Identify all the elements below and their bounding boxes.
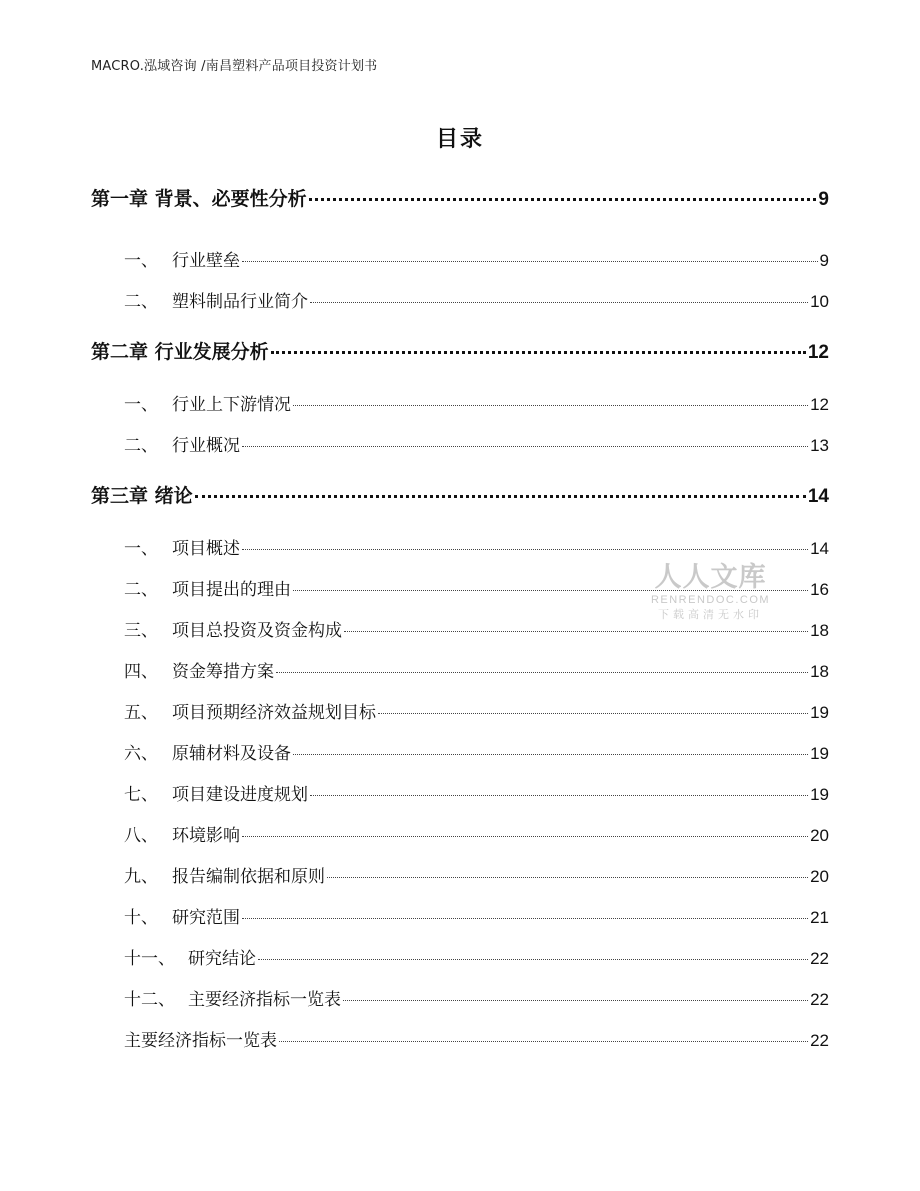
- toc-page-number: 22: [810, 990, 829, 1009]
- toc-entry-label: 项目建设进度规划: [172, 785, 308, 805]
- toc-entry-label: 资金筹措方案: [172, 662, 274, 682]
- toc-entry[interactable]: [124, 575, 829, 600]
- toc-entry-label: 塑料制品行业简介: [172, 292, 308, 312]
- toc-entry[interactable]: [124, 944, 829, 969]
- toc-page-number: 20: [810, 867, 829, 886]
- toc-entry-label: 主要经济指标一览表: [188, 990, 341, 1010]
- toc-entry[interactable]: [124, 431, 829, 456]
- toc-entry-label: 报告编制依据和原则: [172, 867, 325, 887]
- toc-entry-label: 主要经济指标一览表: [124, 1031, 277, 1051]
- dot-leader: [242, 549, 808, 550]
- dot-leader: [271, 351, 806, 354]
- dot-leader: [310, 302, 808, 303]
- toc-entry-number: 十、: [124, 908, 158, 928]
- toc-page-number: 19: [810, 744, 829, 763]
- toc-page-number: 22: [810, 949, 829, 968]
- toc-page-number: 10: [810, 292, 829, 311]
- toc-entry[interactable]: [124, 821, 829, 846]
- toc-page-number: 22: [810, 1031, 829, 1050]
- toc-page-number: 16: [810, 580, 829, 599]
- toc-entry-label: 第二章 行业发展分析: [91, 341, 269, 363]
- toc-title: 目录: [435, 127, 484, 152]
- toc-entry-number: 二、: [124, 436, 158, 456]
- toc-entry-number: 七、: [124, 785, 158, 805]
- toc-page-number: 19: [810, 785, 829, 804]
- toc-chapter-1[interactable]: [91, 184, 829, 211]
- toc-page-number: 14: [810, 539, 829, 558]
- toc-entry[interactable]: [124, 780, 829, 805]
- page-header: MACRO.泓域咨询 /南昌塑料产品项目投资计划书: [91, 59, 378, 74]
- toc-page-number: 21: [810, 908, 829, 927]
- dot-leader: [195, 495, 806, 498]
- toc-page-number: 18: [810, 662, 829, 681]
- toc-entry-label: 原辅材料及设备: [172, 744, 291, 764]
- toc-entry-number: 一、: [124, 395, 158, 415]
- dot-leader: [242, 446, 808, 447]
- toc-entry-label: 行业概况: [172, 436, 240, 456]
- toc-entry[interactable]: [124, 287, 829, 312]
- toc-entry[interactable]: [124, 698, 829, 723]
- toc-entry-number: 六、: [124, 744, 158, 764]
- dot-leader: [242, 918, 808, 919]
- dot-leader: [293, 405, 808, 406]
- dot-leader: [344, 631, 808, 632]
- toc-entry-number: 一、: [124, 539, 158, 559]
- toc-entry-label: 第一章 背景、必要性分析: [91, 188, 307, 210]
- toc-page-number: 20: [810, 826, 829, 845]
- toc-entry[interactable]: [124, 390, 829, 415]
- dot-leader: [343, 1000, 808, 1001]
- toc-entry-label: 项目预期经济效益规划目标: [172, 703, 376, 723]
- toc-entry[interactable]: [124, 739, 829, 764]
- toc-chapter-2[interactable]: [91, 337, 829, 364]
- toc-entry-number: 二、: [124, 580, 158, 600]
- toc-entry[interactable]: [124, 534, 829, 559]
- dot-leader: [276, 672, 808, 673]
- dot-leader: [279, 1041, 808, 1042]
- toc-entry-number: 四、: [124, 662, 158, 682]
- dot-leader: [242, 836, 808, 837]
- toc-page-number: 13: [810, 436, 829, 455]
- toc-entry-number: 九、: [124, 867, 158, 887]
- toc-entry-number: 五、: [124, 703, 158, 723]
- toc-entry[interactable]: [124, 246, 829, 271]
- toc-entry[interactable]: [124, 657, 829, 682]
- dot-leader: [293, 754, 808, 755]
- toc-entry-label: 项目概述: [172, 539, 240, 559]
- toc-page-number: 18: [810, 621, 829, 640]
- toc-entry-label: 项目提出的理由: [172, 580, 291, 600]
- toc-entry-label: 研究范围: [172, 908, 240, 928]
- toc-entry-number: 二、: [124, 292, 158, 312]
- toc-entry-number: 十二、: [124, 990, 175, 1010]
- toc-entry[interactable]: [124, 985, 829, 1010]
- toc-page-number: 14: [807, 486, 829, 507]
- toc-entry[interactable]: [124, 903, 829, 928]
- toc-page-number: 9: [818, 189, 829, 210]
- dot-leader: [378, 713, 808, 714]
- toc-entry-label: 行业壁垒: [172, 251, 240, 271]
- dot-leader: [310, 795, 808, 796]
- toc-entry-label: 研究结论: [188, 949, 256, 969]
- toc-chapter-3[interactable]: [91, 481, 829, 508]
- toc-entry-label: 行业上下游情况: [172, 395, 291, 415]
- toc-entry-number: 十一、: [124, 949, 175, 969]
- toc-entry-label: 环境影响: [172, 826, 240, 846]
- toc-entry-number: 八、: [124, 826, 158, 846]
- toc-page-number: 12: [810, 395, 829, 414]
- watermark-logo-text: 人人文库: [654, 562, 767, 593]
- dot-leader: [258, 959, 808, 960]
- toc-page-number: 9: [819, 251, 829, 270]
- toc-entry-label: 项目总投资及资金构成: [172, 621, 342, 641]
- toc-page-number: 19: [810, 703, 829, 722]
- dot-leader: [293, 590, 808, 591]
- toc-entry-number: 三、: [124, 621, 158, 641]
- dot-leader: [327, 877, 808, 878]
- watermark-tagline: 下载高清无水印: [658, 608, 763, 621]
- toc-entry-label: 第三章 绪论: [91, 485, 193, 507]
- toc-entry[interactable]: [124, 862, 829, 887]
- dot-leader: [309, 198, 817, 201]
- toc-entry-number: 一、: [124, 251, 158, 271]
- toc-page-number: 12: [807, 342, 829, 363]
- watermark-url: RENRENDOC.COM: [650, 594, 771, 606]
- dot-leader: [242, 261, 818, 262]
- toc-entry[interactable]: [124, 616, 829, 641]
- toc-entry[interactable]: [124, 1026, 829, 1051]
